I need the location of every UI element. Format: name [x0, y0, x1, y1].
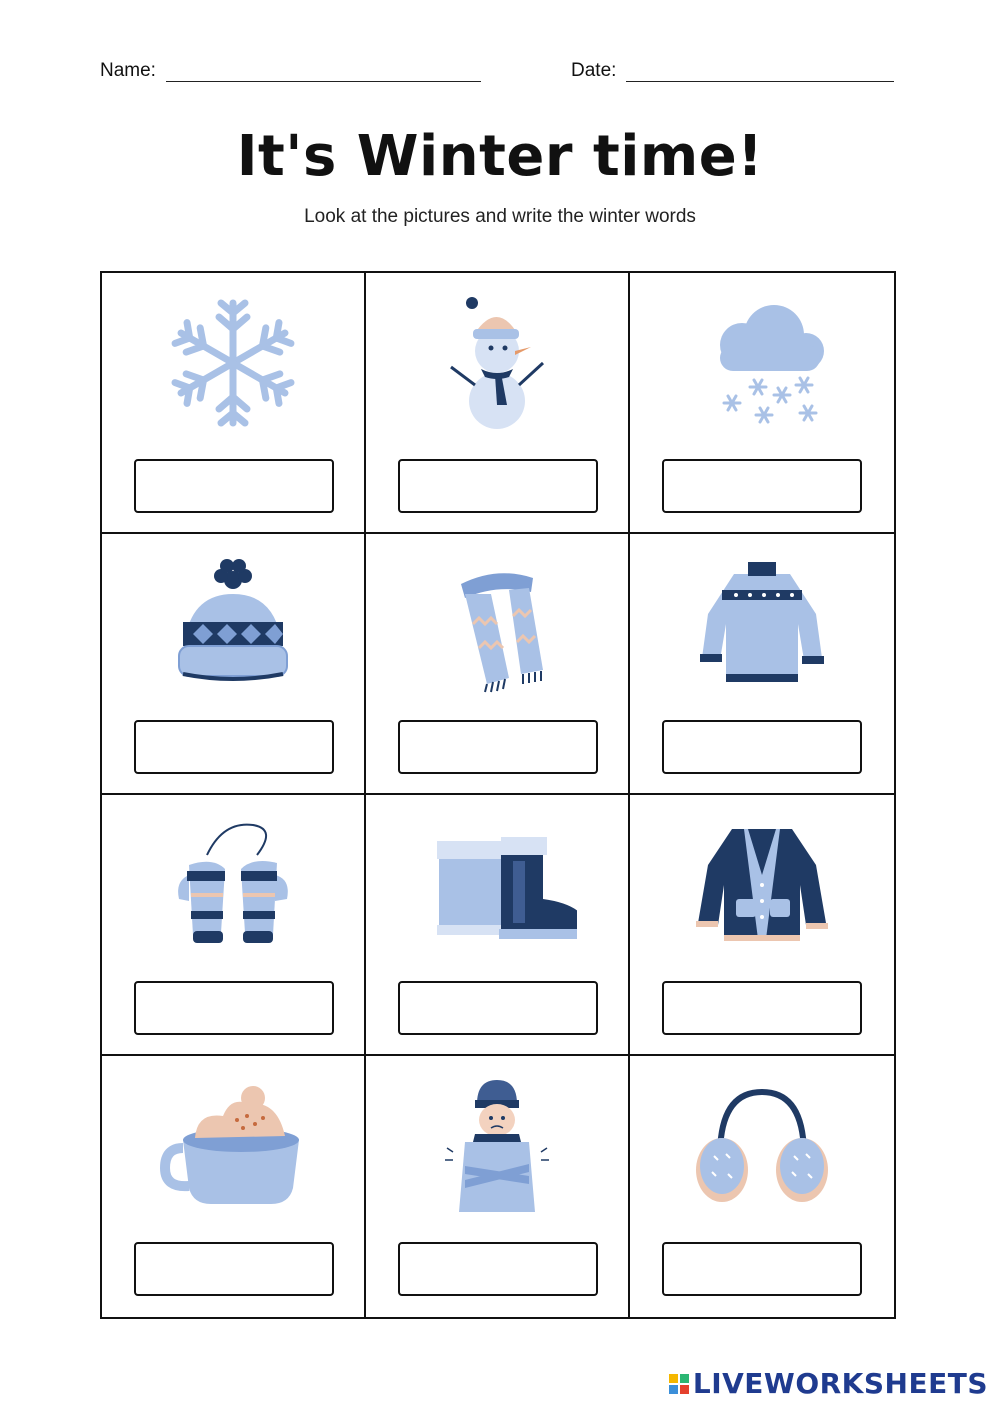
- name-line[interactable]: [166, 61, 481, 82]
- answer-box[interactable]: [398, 720, 598, 774]
- name-field: [100, 60, 481, 82]
- date-field: [571, 60, 894, 82]
- answer-box[interactable]: [134, 981, 334, 1035]
- answer-box[interactable]: [398, 1242, 598, 1296]
- snow-cloud-icon: [682, 293, 842, 433]
- answer-box[interactable]: [134, 720, 334, 774]
- picture-grid: [100, 271, 896, 1319]
- snowflake-icon: [153, 293, 313, 433]
- answer-box[interactable]: [662, 720, 862, 774]
- grid-cell: [630, 534, 894, 795]
- grid-cell: [630, 1056, 894, 1317]
- date-line[interactable]: [626, 61, 894, 82]
- grid-cell: [366, 795, 630, 1056]
- grid-cell: [102, 795, 366, 1056]
- answer-box[interactable]: [662, 1242, 862, 1296]
- answer-box[interactable]: [134, 459, 334, 513]
- date-label: Date:: [571, 60, 617, 81]
- worksheet-title: It's Winter time!: [236, 124, 764, 189]
- liveworksheets-logo: [669, 1367, 988, 1400]
- name-label: Name:: [100, 60, 156, 81]
- grid-cell: [366, 1056, 630, 1317]
- answer-box[interactable]: [662, 981, 862, 1035]
- grid-cell: [102, 534, 366, 795]
- worksheet-instructions: Look at the pictures and write the winter words: [304, 206, 696, 227]
- answer-box[interactable]: [398, 459, 598, 513]
- answer-box[interactable]: [662, 459, 862, 513]
- grid-cell: [630, 795, 894, 1056]
- snowman-icon: [417, 293, 577, 433]
- grid-cell: [630, 273, 894, 534]
- hot-chocolate-icon: [153, 1076, 313, 1216]
- answer-box[interactable]: [398, 981, 598, 1035]
- logo-mark-icon: [669, 1374, 689, 1394]
- logo-text: LIVEWORKSHEETS: [692, 1367, 988, 1400]
- earmuffs-icon: [682, 1076, 842, 1216]
- grid-cell: [102, 1056, 366, 1317]
- sweater-icon: [682, 554, 842, 694]
- mittens-icon: [153, 815, 313, 955]
- answer-box[interactable]: [134, 1242, 334, 1296]
- boots-icon: [417, 815, 577, 955]
- beanie-hat-icon: [153, 554, 313, 694]
- scarf-icon: [417, 554, 577, 694]
- cardigan-icon: [682, 815, 842, 955]
- grid-cell: [366, 534, 630, 795]
- grid-cell: [102, 273, 366, 534]
- grid-cell: [366, 273, 630, 534]
- cold-person-icon: [417, 1076, 577, 1216]
